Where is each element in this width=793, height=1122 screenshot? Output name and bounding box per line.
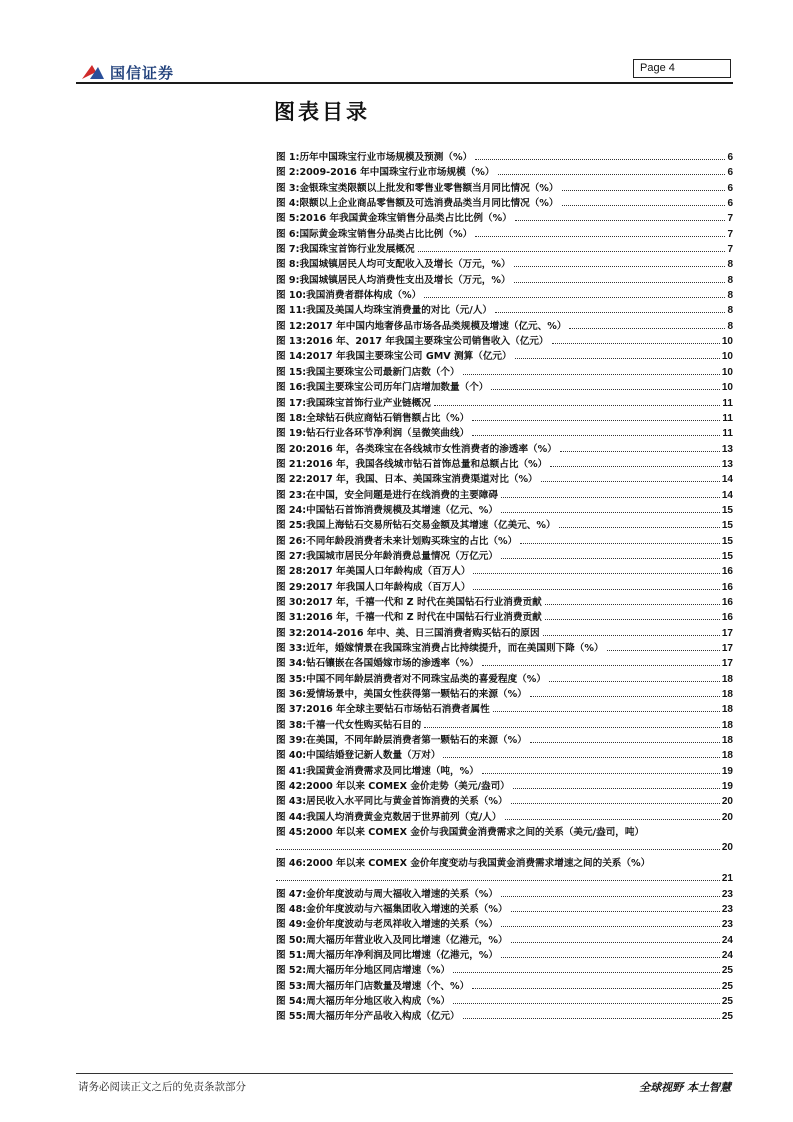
toc-dot-leader	[473, 589, 719, 590]
toc-entry-page: 8	[727, 274, 733, 286]
toc-dot-leader	[515, 358, 720, 359]
toc-entry-page: 25	[721, 995, 733, 1007]
toc-dot-leader	[491, 389, 719, 390]
toc-entry-label: 图 29:	[276, 581, 307, 593]
toc-entry[interactable]	[276, 349, 733, 364]
toc-entry-page: 19	[721, 781, 733, 793]
toc-dot-leader	[424, 297, 725, 298]
toc-entry-title: 周大福历年分产品收入构成（亿元）	[306, 1011, 460, 1023]
toc-dot-leader	[276, 849, 720, 850]
toc-entry-title: 居民收入水平同比与黄金首饰消费的关系（%）	[306, 796, 508, 808]
toc-dot-leader	[434, 405, 721, 406]
toc-entry-label: 图 38:	[276, 719, 307, 731]
toc-entry[interactable]	[276, 319, 733, 334]
toc-entry[interactable]	[276, 242, 733, 257]
toc-entry-title: 2016 年我国黄金珠宝销售分品类占比比例（%）	[299, 213, 512, 225]
toc-entry-page: 10	[721, 366, 733, 378]
toc-entry-title: 在美国，不同年龄层消费者第一颗钻石的来源（%）	[306, 735, 527, 747]
toc-entry-label: 图 17:	[276, 397, 307, 409]
toc-entry-label: 图 10:	[276, 290, 307, 302]
toc-dot-leader	[511, 803, 720, 804]
toc-dot-leader	[495, 312, 726, 313]
toc-dot-leader	[501, 896, 720, 897]
toc-entry-page: 18	[721, 735, 733, 747]
toc-entry-page: 13	[721, 443, 733, 455]
toc-entry-label: 图 51:	[276, 949, 307, 961]
toc-dot-leader	[530, 742, 720, 743]
toc-entry-label: 图 28:	[276, 566, 307, 578]
toc-entry[interactable]	[276, 702, 733, 717]
toc-entry[interactable]	[276, 273, 733, 288]
toc-entry-label: 图 2:	[276, 167, 300, 179]
toc-entry[interactable]	[276, 917, 733, 932]
toc-entry-title: 我国珠宝首饰行业产业链概况	[306, 397, 431, 409]
footer-slogan: 全球视野 本土智慧	[639, 1081, 731, 1094]
toc-entry[interactable]	[276, 211, 733, 226]
toc-dot-leader	[482, 665, 720, 666]
toc-entry-label: 图 45:	[276, 827, 307, 839]
toc-entry-page: 14	[721, 474, 733, 486]
toc-entry[interactable]	[276, 503, 733, 518]
toc-entry-label: 图 27:	[276, 550, 307, 562]
toc-dot-leader	[482, 773, 720, 774]
footer-disclaimer: 请务必阅读正文之后的免责条款部分	[78, 1081, 246, 1093]
toc-entry-page: 24	[721, 949, 733, 961]
toc-entry-page: 19	[721, 765, 733, 777]
toc-entry[interactable]	[276, 825, 733, 856]
toc-entry-label: 图 33:	[276, 643, 307, 654]
toc-dot-leader	[463, 1018, 720, 1019]
toc-entry-title: 周大福历年门店数量及增速（个、%）	[306, 980, 470, 992]
toc-entry-label: 图 9:	[276, 274, 300, 286]
page-number-box: Page 4	[633, 59, 731, 78]
toc-entry-title: 爱情场景中，美国女性获得第一颗钻石的来源（%）	[306, 689, 527, 701]
toc-entry[interactable]	[276, 534, 733, 549]
toc-entry-title: 2016 年、2017 年我国主要珠宝公司销售收入（亿元）	[306, 336, 549, 348]
toc-entry-label: 图 32:	[276, 627, 307, 639]
toc-entry-page: 7	[727, 213, 733, 225]
toc-entry-label: 图 26:	[276, 535, 307, 547]
toc-entry[interactable]	[276, 380, 733, 395]
toc-entry[interactable]	[276, 257, 733, 272]
toc-entry-label: 图 18:	[276, 412, 307, 424]
toc-entry-label: 图 15:	[276, 366, 307, 378]
toc-entry-page: 6	[727, 167, 733, 179]
toc-entry-page: 23	[721, 888, 733, 900]
toc-entry-label: 图 47:	[276, 888, 307, 900]
toc-entry-title: 金价年度波动与周大福收入增速的关系（%）	[306, 888, 499, 900]
toc-entry[interactable]	[276, 1009, 733, 1024]
toc-entry-page: 25	[721, 980, 733, 992]
toc-dot-leader	[493, 711, 720, 712]
toc-entry-page: 25	[721, 965, 733, 977]
toc-entry[interactable]	[276, 933, 733, 948]
toc-entry-page: 10	[721, 382, 733, 394]
toc-entry-title: 我国主要珠宝公司最新门店数（个）	[306, 366, 460, 378]
toc-entry-page: 8	[727, 305, 733, 317]
toc-entry-title: 我国及美国人均珠宝消费量的对比（元/人）	[306, 305, 492, 317]
toc-entry[interactable]	[276, 595, 733, 610]
toc-entry[interactable]	[276, 810, 733, 825]
toc-dot-leader	[541, 481, 720, 482]
toc-entry-page: 8	[727, 290, 733, 302]
toc-entry-title: 周大福历年分地区收入构成（%）	[306, 995, 451, 1007]
toc-entry-title: 2016 年，千禧一代和 Z 时代在中国钻石行业消费贡献	[306, 612, 542, 624]
toc-entry-label: 图 37:	[276, 704, 307, 716]
toc-dot-leader	[498, 174, 726, 175]
toc-entry-title: 2017 年美国人口年龄构成（百万人）	[306, 566, 471, 578]
toc-entry-title: 不同年龄段消费者未来计划购买珠宝的占比（%）	[306, 535, 518, 547]
toc-entry-page: 6	[727, 182, 733, 194]
header-divider	[76, 82, 733, 84]
toc-entry-page: 13	[721, 458, 733, 470]
toc-dot-leader	[543, 635, 720, 636]
toc-entry-label: 图 3:	[276, 182, 300, 194]
toc-entry[interactable]	[276, 488, 733, 503]
toc-dot-leader	[453, 1003, 720, 1004]
toc-entry-label: 图 52:	[276, 965, 307, 977]
toc-entry-label: 图 39:	[276, 735, 307, 747]
toc-entry-label: 图 21:	[276, 458, 307, 470]
toc-entry-title: 我国城市居民分年龄消费总量情况（万亿元）	[306, 550, 498, 562]
toc-entry-label: 图 14:	[276, 351, 307, 363]
toc-entry-page: 24	[721, 934, 733, 946]
toc-entry-label: 图 36:	[276, 689, 307, 701]
toc-entry[interactable]	[276, 196, 733, 211]
toc-entry-label: 图 49:	[276, 919, 307, 931]
toc-dot-leader	[505, 819, 720, 820]
toc-entry-label: 图 50:	[276, 934, 307, 946]
toc-entry-title: 中国不同年龄层消费者对不同珠宝品类的喜爱程度（%）	[306, 673, 546, 685]
toc-entry[interactable]	[276, 426, 733, 441]
toc-entry-label: 图 23:	[276, 489, 307, 501]
toc-entry-page: 20	[721, 796, 733, 808]
toc-entry-title: 2016 年，各类珠宝在各线城市女性消费者的渗透率（%）	[306, 443, 557, 455]
toc-dot-leader	[472, 435, 720, 436]
toc-entry-page: 17	[721, 627, 733, 639]
toc-entry[interactable]	[276, 457, 733, 472]
toc-entry-title: 千禧一代女性购买钻石目的	[306, 719, 422, 731]
toc-entry-title: 中国钻石首饰消费规模及其增速（亿元、%）	[306, 504, 499, 516]
toc-entry-label: 图 53:	[276, 980, 307, 992]
toc-dot-leader	[550, 466, 720, 467]
toc-entry-label: 图 5:	[276, 213, 300, 225]
toc-entry-title: 金银珠宝类限额以上批发和零售业零售额当月同比情况（%）	[299, 182, 559, 194]
toc-entry[interactable]	[276, 672, 733, 687]
toc-entry[interactable]	[276, 779, 733, 794]
toc-entry[interactable]	[276, 856, 733, 887]
toc-entry-title: 周大福历年分地区同店增速（%）	[306, 965, 451, 977]
toc-entry-title: 2016 年全球主要钻石市场钻石消费者属性	[306, 704, 490, 716]
toc-entry[interactable]	[276, 994, 733, 1009]
toc-dot-leader	[559, 527, 720, 528]
toc-entry[interactable]	[276, 626, 733, 641]
toc-entry-page: 16	[721, 581, 733, 593]
toc-entry-page: 14	[721, 489, 733, 501]
toc-entry-title: 中国结婚登记新人数量（万对）	[306, 750, 441, 762]
toc-entry-title: 全球钻石供应商钻石销售额占比（%）	[306, 412, 470, 424]
toc-entry-page: 15	[721, 504, 733, 516]
toc-entry-title: 2017 年我国人口年龄构成（百万人）	[306, 581, 471, 593]
toc-entry-title: 2014-2016 年中、美、日三国消费者购买钻石的原因	[306, 627, 540, 639]
toc-dot-leader	[520, 543, 720, 544]
toc-entry[interactable]	[276, 748, 733, 763]
toc-dot-leader	[472, 420, 720, 421]
toc-entry-label: 图 6:	[276, 228, 300, 240]
company-logo	[80, 60, 174, 84]
toc-dot-leader	[514, 266, 726, 267]
toc-entry[interactable]	[276, 442, 733, 457]
toc-dot-leader	[562, 190, 726, 191]
toc-entry[interactable]	[276, 610, 733, 625]
toc-dot-leader	[463, 374, 720, 375]
toc-dot-leader	[472, 988, 720, 989]
toc-entry-label: 图 22:	[276, 474, 307, 486]
toc-dot-leader	[418, 251, 726, 252]
toc-entry[interactable]	[276, 564, 733, 579]
toc-entry[interactable]	[276, 334, 733, 349]
toc-entry-label: 图 35:	[276, 673, 307, 685]
toc-entry-page: 10	[721, 351, 733, 363]
toc-dot-leader	[514, 282, 726, 283]
toc-dot-leader	[511, 911, 720, 912]
toc-entry-title: 金价年度波动与六福集团收入增速的关系（%）	[306, 903, 508, 915]
toc-entry-page: 23	[721, 903, 733, 915]
toc-entry-title: 2009-2016 年中国珠宝行业市场规模（%）	[299, 167, 495, 179]
toc-entry-page: 7	[727, 244, 733, 256]
toc-entry[interactable]	[276, 979, 733, 994]
toc-dot-leader	[545, 604, 720, 605]
toc-entry[interactable]	[276, 549, 733, 564]
toc-entry-page: 18	[721, 750, 733, 762]
toc-entry[interactable]	[276, 150, 733, 165]
toc-entry-label: 图 12:	[276, 320, 307, 332]
toc-entry-page: 11	[722, 397, 733, 409]
toc-dot-leader	[473, 573, 719, 574]
toc-entry[interactable]	[276, 641, 733, 656]
toc-entry-title: 我国黄金消费需求及同比增速（吨，%）	[306, 765, 479, 777]
toc-entry-page: 15	[721, 535, 733, 547]
toc-entry-page: 11	[722, 412, 733, 424]
toc-entry-page: 7	[727, 228, 733, 240]
toc-entry[interactable]	[276, 288, 733, 303]
toc-entry-title: 我国上海钻石交易所钻石交易金额及其增速（亿美元、%）	[306, 520, 556, 532]
toc-entry[interactable]	[276, 794, 733, 809]
toc-entry-title: 我国消费者群体构成（%）	[306, 290, 422, 302]
toc-entry-page: 6	[727, 152, 733, 163]
toc-entry-label: 图 48:	[276, 903, 307, 915]
toc-entry-page: 15	[721, 550, 733, 562]
toc-entry-label: 图 46:	[276, 857, 307, 869]
toc-entry-label: 图 55:	[276, 1011, 307, 1023]
toc-dot-leader	[276, 880, 720, 881]
toc-entry-label: 图 54:	[276, 995, 307, 1007]
toc-dot-leader	[501, 497, 720, 498]
logo-mark-icon	[80, 63, 106, 81]
toc-dot-leader	[511, 942, 720, 943]
toc-entry-label: 图 43:	[276, 796, 307, 808]
toc-entry-label: 图 34:	[276, 658, 307, 670]
toc-dot-leader	[549, 681, 720, 682]
toc-entry-title: 历年中国珠宝行业市场规模及预测（%）	[299, 152, 473, 163]
toc-entry-title: 2017 年，我国、日本、美国珠宝消费渠道对比（%）	[306, 474, 538, 486]
toc-entry-label: 图 30:	[276, 596, 307, 608]
toc-entry-title: 我国城镇居民人均可支配收入及增长（万元，%）	[299, 259, 511, 271]
toc-entry-page: 20	[721, 811, 733, 823]
toc-entry-label: 图 42:	[276, 781, 307, 793]
toc-entry[interactable]	[276, 948, 733, 963]
toc-entry[interactable]	[276, 227, 733, 242]
toc-entry[interactable]	[276, 411, 733, 426]
toc-entry-title: 国际黄金珠宝销售分品类占比比例（%）	[299, 228, 473, 240]
toc-entry-page: 18	[721, 673, 733, 685]
toc-dot-leader	[501, 558, 720, 559]
toc-entry[interactable]	[276, 303, 733, 318]
toc-entry-title: 我国主要珠宝公司历年门店增加数量（个）	[306, 382, 489, 394]
toc-entry-page: 25	[721, 1011, 733, 1023]
toc-entry[interactable]	[276, 518, 733, 533]
toc-entry[interactable]	[276, 656, 733, 671]
toc-entry[interactable]	[276, 887, 733, 902]
toc-entry[interactable]	[276, 165, 733, 180]
toc-entry-label: 图 40:	[276, 750, 307, 762]
toc-entry-label: 图 41:	[276, 765, 307, 777]
toc-entry-label: 图 13:	[276, 336, 307, 348]
toc-entry-page: 8	[727, 320, 733, 332]
toc-entry-label: 图 19:	[276, 428, 307, 440]
toc-entry[interactable]	[276, 396, 733, 411]
toc-entry[interactable]	[276, 963, 733, 978]
toc-entry-title: 我国珠宝首饰行业发展概况	[299, 244, 415, 256]
toc-entry-page: 17	[721, 658, 733, 670]
toc-dot-leader	[501, 926, 720, 927]
toc-entry-title: 2000 年以来 COMEX 金价与我国黄金消费需求之间的关系（美元/盎司，吨）	[306, 827, 645, 839]
toc-entry-label: 图 25:	[276, 520, 307, 532]
toc-entry-label: 图 16:	[276, 382, 307, 394]
toc-entry-label: 图 1:	[276, 152, 300, 163]
toc-entry-title: 钻石行业各环节净利润（呈微笑曲线）	[306, 428, 470, 440]
toc-entry-label: 图 7:	[276, 244, 300, 256]
toc-dot-leader	[453, 972, 720, 973]
toc-entry[interactable]	[276, 718, 733, 733]
toc-entry-page: 8	[727, 259, 733, 271]
toc-dot-leader	[424, 727, 720, 728]
toc-entry-title: 钻石镶嵌在各国婚嫁市场的渗透率（%）	[306, 658, 479, 670]
toc-entry[interactable]	[276, 902, 733, 917]
toc-entry-label: 图 20:	[276, 443, 307, 455]
toc-entry-page: 20	[721, 842, 733, 854]
toc-entry-page: 18	[721, 704, 733, 716]
toc-entry-title: 金价年度波动与老凤祥收入增速的关系（%）	[306, 919, 499, 931]
toc-entry-title: 近年，婚嫁情景在我国珠宝消费占比持续提升，而在美国则下降（%）	[306, 643, 604, 654]
toc-entry-title: 2000 年以来 COMEX 金价年度变动与我国黄金消费需求增速之间的关系（%）	[306, 857, 651, 869]
toc-entry-title: 周大福历年营业收入及同比增速（亿港元，%）	[306, 934, 508, 946]
toc-dot-leader	[607, 650, 720, 651]
toc-entry[interactable]	[276, 365, 733, 380]
toc-entry-page: 23	[721, 919, 733, 931]
toc-entry[interactable]	[276, 687, 733, 702]
toc-entry[interactable]	[276, 472, 733, 487]
toc-entry-page: 10	[721, 336, 733, 348]
toc-entry-page: 16	[721, 566, 733, 578]
toc-entry-page: 16	[721, 612, 733, 624]
toc-entry-page: 6	[727, 198, 733, 210]
toc-entry-title: 2000 年以来 COMEX 金价走势（美元/盎司）	[306, 781, 510, 793]
toc-dot-leader	[562, 205, 726, 206]
toc-entry-title: 周大福历年净利润及同比增速（亿港元，%）	[306, 949, 499, 961]
toc-entry-title: 在中国，安全问题是进行在线消费的主要障碍	[306, 489, 498, 501]
toc-entry[interactable]	[276, 764, 733, 779]
toc-entry-title: 2017 年中国内地奢侈品市场各品类规模及增速（亿元、%）	[306, 320, 567, 332]
toc-entry-page: 17	[721, 643, 733, 654]
toc-entry-label: 图 8:	[276, 259, 300, 271]
toc-entry[interactable]	[276, 181, 733, 196]
toc-dot-leader	[545, 619, 720, 620]
footer-divider	[76, 1073, 733, 1074]
toc-dot-leader	[501, 512, 720, 513]
toc-entry-page: 16	[721, 596, 733, 608]
logo-text: 国信证券	[110, 63, 175, 82]
toc-entry-page: 15	[721, 520, 733, 532]
toc-entry-label: 图 24:	[276, 504, 307, 516]
toc-entry-title: 2016 年，我国各线城市钻石首饰总量和总额占比（%）	[306, 458, 548, 470]
toc-entry[interactable]	[276, 580, 733, 595]
toc-dot-leader	[501, 957, 720, 958]
toc-entry-label: 图 31:	[276, 612, 307, 624]
toc-dot-leader	[475, 236, 725, 237]
page-title: 图表目录	[274, 99, 370, 124]
toc-entry-label: 图 4:	[276, 198, 300, 210]
toc-dot-leader	[513, 788, 720, 789]
toc-entry-title: 2017 年，千禧一代和 Z 时代在美国钻石行业消费贡献	[306, 596, 542, 608]
toc-dot-leader	[560, 451, 720, 452]
toc-entry-label: 图 44:	[276, 811, 307, 823]
toc-dot-leader	[515, 220, 726, 221]
toc-entry-page: 18	[721, 719, 733, 731]
toc-entry-title: 2017 年我国主要珠宝公司 GMV 测算（亿元）	[306, 351, 512, 363]
toc-dot-leader	[552, 343, 720, 344]
figure-list	[276, 150, 733, 1025]
toc-entry-title: 我国城镇居民人均消费性支出及增长（万元，%）	[299, 274, 511, 286]
toc-dot-leader	[443, 757, 719, 758]
toc-dot-leader	[569, 328, 725, 329]
toc-dot-leader	[475, 159, 725, 160]
toc-entry-title: 限额以上企业商品零售额及可选消费品类当月同比情况（%）	[299, 198, 559, 210]
toc-entry-page: 18	[721, 689, 733, 701]
toc-entry-page: 11	[722, 428, 733, 440]
toc-entry[interactable]	[276, 733, 733, 748]
toc-entry-title: 我国人均消费黄金克数居于世界前列（克/人）	[306, 811, 502, 823]
toc-entry-label: 图 11:	[276, 305, 307, 317]
toc-entry-page: 21	[721, 873, 733, 885]
toc-dot-leader	[530, 696, 720, 697]
